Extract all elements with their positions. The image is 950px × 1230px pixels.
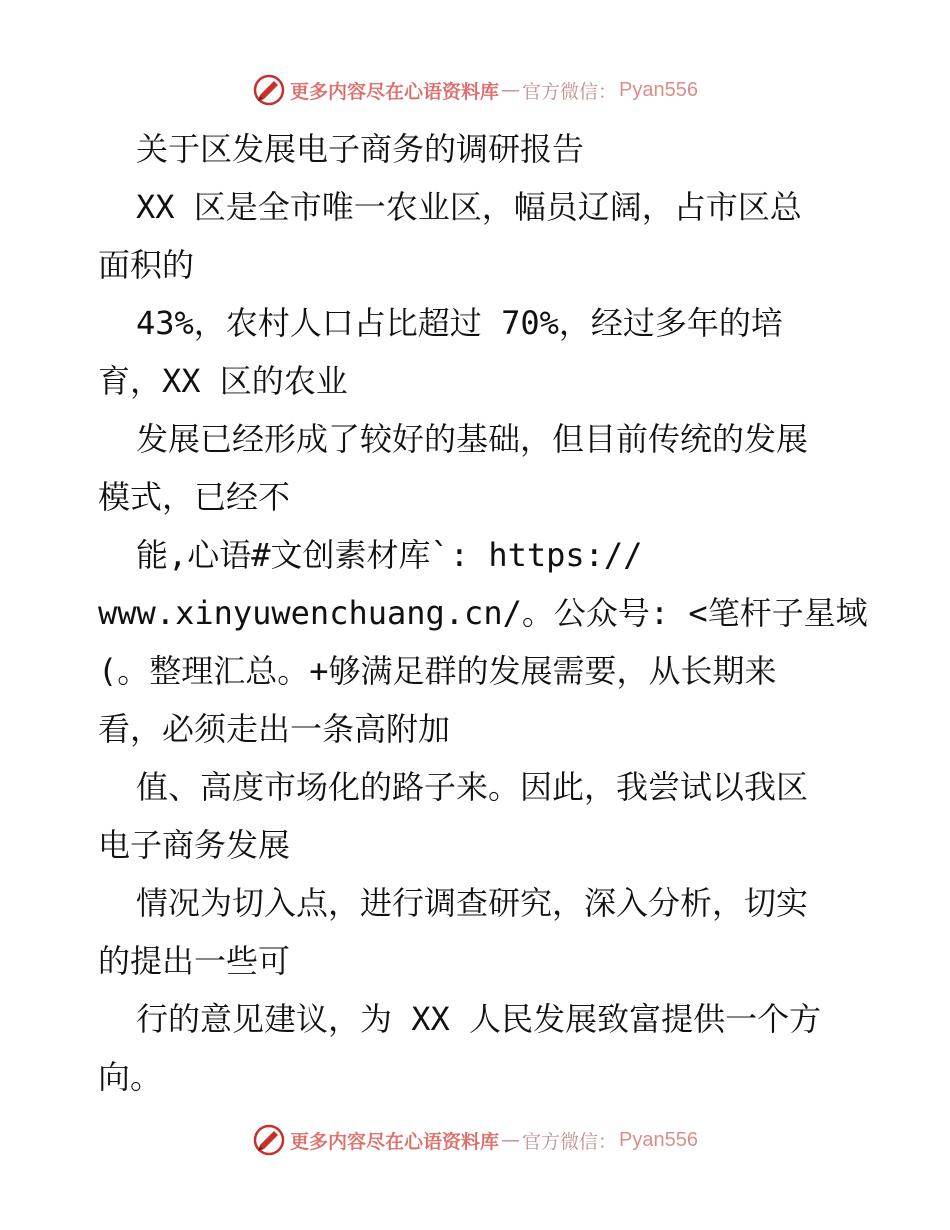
text-line: 看，必须走出一条高附加 xyxy=(98,710,451,748)
header-watermark xyxy=(0,70,950,110)
watermark-dash: — xyxy=(501,79,521,101)
text-line: 发展已经形成了较好的基础，但目前传统的发展 xyxy=(136,420,809,458)
watermark-text: 更多内容尽在心语资料库 xyxy=(290,80,500,103)
text-line: (。整理汇总。+够满足群的发展需要，从长期来 xyxy=(98,652,777,690)
text-line: www.xinyuwenchuang.cn/。公众号: <笔杆子星域 xyxy=(98,594,868,632)
text-line: 的提出一些可 xyxy=(98,942,291,980)
document-body xyxy=(98,120,868,1106)
text-line: 电子商务发展 xyxy=(98,826,291,864)
text-line: 行的意见建议，为 XX 人民发展致富提供一个方 xyxy=(136,1000,822,1038)
watermark-wechat-id: Pyan556 xyxy=(619,1128,698,1151)
watermark-wechat-label: 官方微信： xyxy=(522,80,618,103)
watermark-wechat-label: 官方微信： xyxy=(522,1130,618,1153)
text-line: 向。 xyxy=(98,1058,163,1096)
watermark-text: 更多内容尽在心语资料库 xyxy=(290,1130,500,1153)
text-line: 值、高度市场化的路子来。因此，我尝试以我区 xyxy=(136,768,809,806)
text-line: 面积的 xyxy=(98,246,195,284)
text-line: 模式，已经不 xyxy=(98,478,291,516)
text-line: 情况为切入点，进行调查研究，深入分析，切实 xyxy=(136,884,809,922)
pen-logo-icon xyxy=(252,1123,286,1157)
watermark-dash: — xyxy=(501,1129,521,1151)
text-line: 育，XX 区的农业 xyxy=(98,362,348,400)
watermark-wechat-id: Pyan556 xyxy=(619,78,698,101)
text-line: 能,心语#文创素材库`: https:// xyxy=(136,536,643,574)
footer-watermark xyxy=(0,1120,950,1160)
document-title: 关于区发展电子商务的调研报告 xyxy=(136,130,585,168)
text-line: XX 区是全市唯一农业区，幅员辽阔，占市区总 xyxy=(136,188,802,226)
text-line: 43%，农村人口占比超过 70%，经过多年的培 xyxy=(136,304,783,342)
pen-logo-icon xyxy=(252,73,286,107)
